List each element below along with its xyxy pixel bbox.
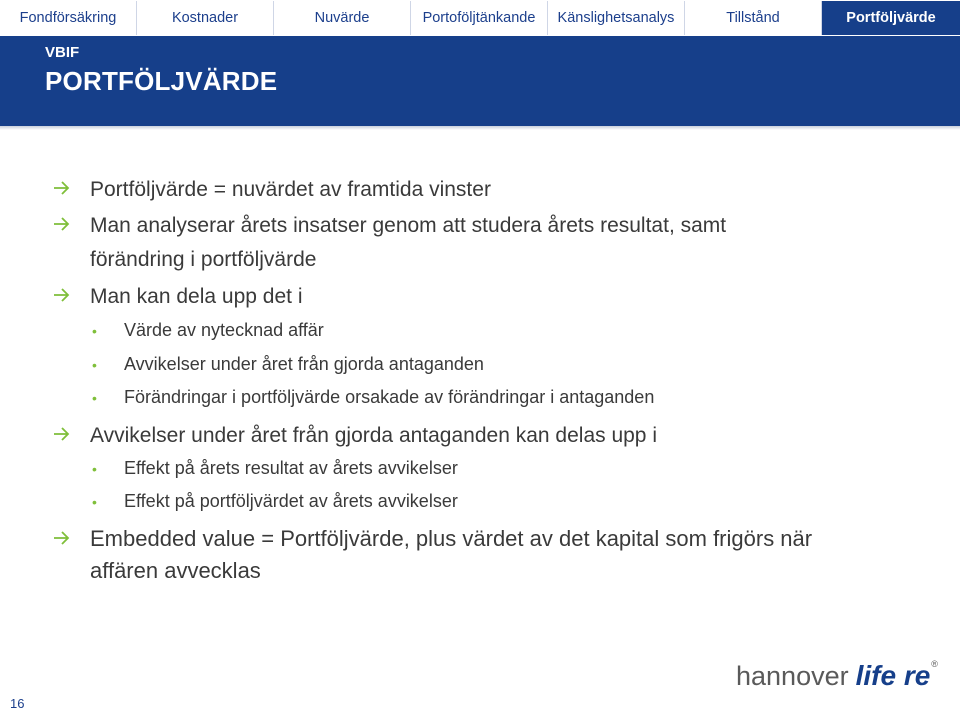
tab-portofoljtankande[interactable]: Portoföljtänkande — [411, 1, 548, 35]
tab-tillstand[interactable]: Tillstånd — [685, 1, 822, 35]
arrow-bullet-icon — [52, 424, 74, 446]
sub-point: Förändringar i portföljvärde orsakade av förändringar i antaganden — [124, 387, 655, 407]
dot-bullet-icon: • — [92, 357, 97, 373]
header-subtitle: VBIF — [45, 44, 80, 61]
point-analys-line2: förändring i portföljvärde — [90, 248, 317, 271]
dot-bullet-icon: • — [92, 461, 97, 477]
arrow-bullet-icon — [52, 285, 74, 307]
point-analys-line1: Man analyserar årets insatser genom att studera årets resultat, samt — [90, 214, 727, 237]
page-title: PORTFÖLJVÄRDE — [45, 66, 278, 96]
sub-point: Effekt på årets resultat av årets avvikelser — [124, 458, 458, 478]
point-avvikelser: Avvikelser under året från gjorda antaganden kan delas upp i — [90, 424, 657, 447]
point-embedded-value-line1: Embedded value = Portföljvärde, plus värdet av det kapital som frigörs när — [90, 526, 813, 551]
registered-mark-icon: ® — [931, 659, 938, 669]
arrow-bullet-icon — [52, 178, 74, 200]
sub-point: Värde av nytecknad affär — [124, 320, 324, 340]
point-dela-upp: Man kan dela upp det i — [90, 285, 303, 308]
tab-portfoljvarde[interactable]: Portföljvärde — [822, 1, 960, 35]
tab-kostnader[interactable]: Kostnader — [137, 1, 274, 35]
point-embedded-value-line2: affären avvecklas — [90, 558, 261, 583]
header-divider — [0, 126, 960, 130]
sub-point: Avvikelser under året från gjorda antaganden — [124, 354, 484, 374]
slide-header — [0, 36, 960, 126]
sub-point: Effekt på portföljvärdet av årets avvikelser — [124, 491, 458, 511]
arrow-bullet-icon — [52, 528, 74, 550]
arrow-bullet-icon — [52, 214, 74, 236]
point-portfoljvarde: Portföljvärde = nuvärdet av framtida vinster — [90, 178, 491, 201]
nav-tabs — [0, 0, 960, 36]
logo-text-life-re: life re — [855, 660, 931, 691]
tab-fondforsakring[interactable]: Fondförsäkring — [0, 1, 137, 35]
company-logo — [736, 660, 938, 696]
logo-text-hannover: hannover — [736, 661, 849, 691]
dot-bullet-icon: • — [92, 323, 97, 339]
tab-kanslighetsanalys[interactable]: Känslighetsanalys — [548, 1, 685, 35]
page-number: 16 — [10, 696, 25, 711]
tab-nuvarde[interactable]: Nuvärde — [274, 1, 411, 35]
dot-bullet-icon: • — [92, 390, 97, 406]
dot-bullet-icon: • — [92, 494, 97, 510]
